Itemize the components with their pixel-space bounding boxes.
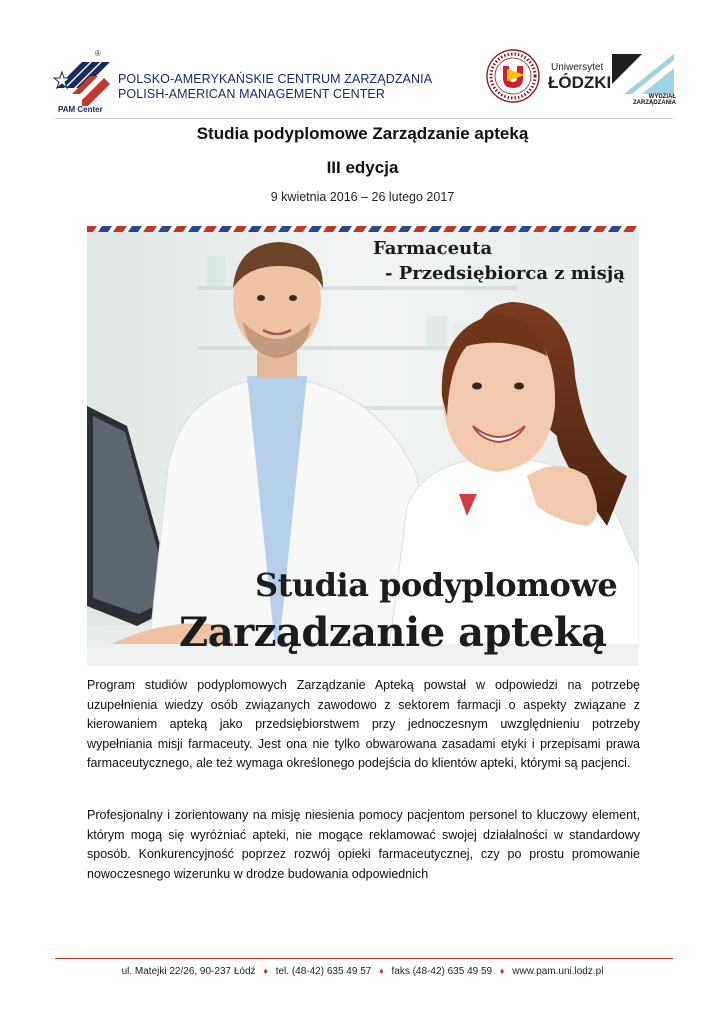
footer-fax: faks (48-42) 635 49 59 (391, 966, 493, 977)
pam-name-english: POLISH-AMERICAN MANAGEMENT CENTER (118, 87, 385, 101)
footer-separator-icon: ♦ (379, 966, 384, 976)
hero-headline-line1: Studia podyplomowe (255, 566, 618, 604)
document-header (0, 0, 725, 120)
footer-separator-icon: ♦ (499, 966, 505, 976)
hero-tagline-line2: - Przedsiębiorca z misją (385, 263, 625, 284)
body-paragraph-2: Profesjonalny i zorientowany na misję niesienia pomocy pacjentom personel to kluczowy element, którym mogą się wyróżniać apteki, nie mogące reklamować swojej działalności w standardowy sposób. Konkurencyjność poprzez rozwój opieki farmaceutycznej, czy po prostu promowanie nowoczesnego wizerunku w drodze budowania odpowiednich (87, 808, 640, 881)
hero-tagline-line1: Farmaceuta (373, 238, 493, 259)
footer-separator-icon: ♦ (263, 966, 268, 976)
footer-contact (0, 966, 725, 977)
university-seal-logo (485, 48, 541, 104)
faculty-logo (612, 54, 674, 94)
university-label-small: Uniwersytet (551, 62, 604, 73)
edition-label: III edycja (326, 158, 399, 177)
registered-mark: ® (95, 49, 101, 58)
document-title: Studia podyplomowe Zarządzanie apteką (196, 124, 529, 143)
faculty-caption: WYDZIAŁ ZARZĄDZANIA (633, 94, 676, 106)
footer-divider (55, 958, 673, 959)
pam-center-logo (52, 50, 114, 108)
university-label-main: ŁÓDZKI (548, 73, 612, 92)
hero-headline-line2: Zarządzanie apteką (179, 609, 607, 656)
pam-center-caption: PAM Center (58, 105, 103, 114)
pam-center-name (118, 72, 432, 102)
promo-photo (87, 226, 639, 666)
footer-phone: tel. (48-42) 635 49 57 (275, 966, 372, 977)
footer-website-link[interactable]: www.pam.uni.lodz.pl (512, 966, 604, 977)
airmail-stripe (87, 226, 639, 232)
date-range: 9 kwietnia 2016 – 26 lutego 2017 (270, 190, 455, 204)
footer-address: ul. Matejki 22/26, 90-237 Łódź (121, 966, 256, 977)
pam-name-polish: POLSKO-AMERYKAŃSKIE CENTRUM ZARZĄDZANIA (118, 72, 433, 86)
body-paragraph-1: Program studiów podyplomowych Zarządzanie Apteką powstał w odpowiedzi na potrzebę uzupełnienia wiedzy osób związanych zawodowo z sektorem farmacji o aspekty związane z kierowaniem apteką jako przedsiębiorstwem przy jednoczesnym uwzględnieniu potrzeby wypełniania misji farmaceuty. Jest ona nie tylko obwarowana zasadami etyki i przepisami prawa farmaceutycznego, ale też wymaga określonego podejścia do klientów apteki, którymi są pacjenci. (87, 678, 640, 771)
header-divider (55, 118, 673, 119)
